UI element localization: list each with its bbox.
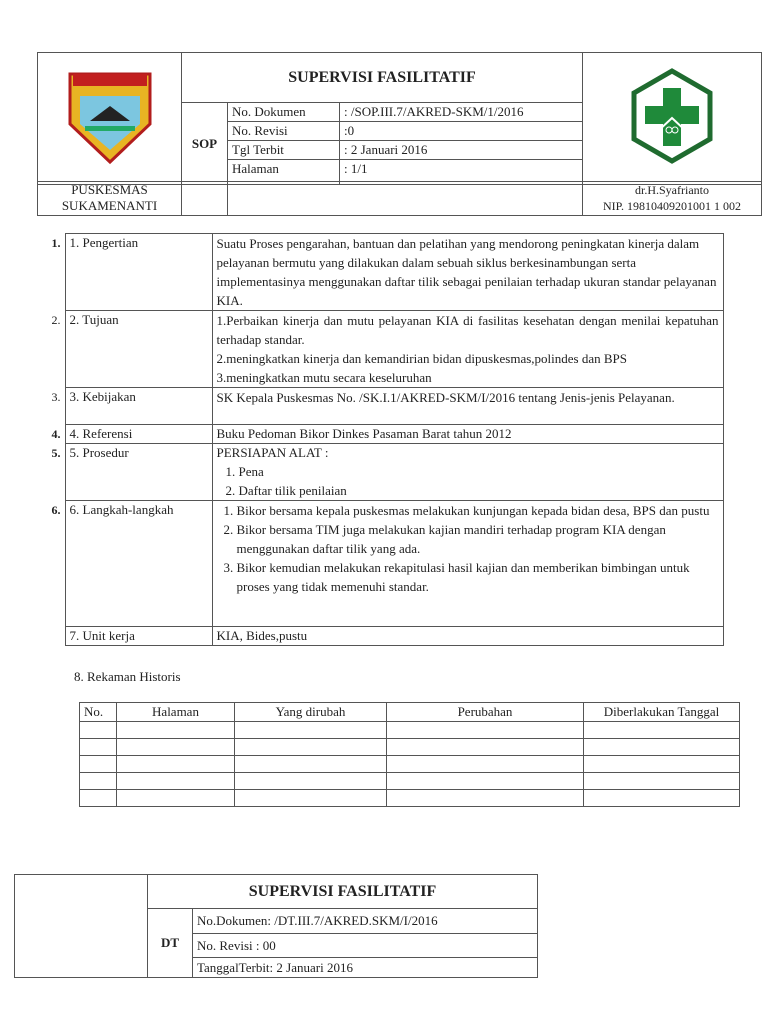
column-header: No. [80, 703, 117, 722]
section-number: 3. [37, 388, 65, 425]
field-row: TanggalTerbit: 2 Januari 2016 [193, 958, 538, 978]
section-text: 1.Perbaikan kinerja dan mutu pelayanan KIA di fasilitas kesehatan dengan menilai kepatuhan terhadap standar. 2.meningkatkan kinerja dan kemandirian bidan dipuskesmas,polindes dan BPS 3.meningkatkan mutu secara keseluruhan [212, 311, 723, 388]
history-title: 8. Rekaman Historis [74, 669, 181, 684]
field-value: : /SOP.III.7/AKRED-SKM/1/2016 [340, 103, 583, 122]
section-label: 1. Pengertian [65, 234, 212, 311]
field-label: Tgl Terbit [228, 141, 340, 160]
field-label: No. Revisi [228, 122, 340, 141]
section-number: 5. [37, 444, 65, 501]
field-row: No. Revisi : 00 [193, 934, 538, 958]
section-label: 6. Langkah-langkah [65, 501, 212, 627]
section-label: 5. Prosedur [65, 444, 212, 501]
section-text: 1. Bikor bersama kepala puskesmas melakukan kunjungan kepada bidan desa, BPS dan pustu 2. Bikor bersama TIM juga melakukan kajian mandiri terhadap program KIA dengan menggunakan daftar tilik yang ada. 3. Bikor kemudian melakukan rekapitulasi hasil kajian dan memberikan bimbingan untuk proses yang tidak memenuhi standar. [212, 501, 723, 627]
section-text: Buku Pedoman Bikor Dinkes Pasaman Barat tahun 2012 [212, 425, 723, 444]
header-footer-row [37, 181, 762, 216]
doc-type: DT [148, 909, 193, 978]
column-header: Diberlakukan Tanggal [584, 703, 740, 722]
section-label: 7. Unit kerja [65, 627, 212, 646]
section-text: SK Kepala Puskesmas No. /SK.I.1/AKRED-SKM/I/2016 tentang Jenis-jenis Pelayanan. [212, 388, 723, 425]
field-label: No. Dokumen [228, 103, 340, 122]
section-label: 2. Tujuan [65, 311, 212, 388]
section-number: 6. [37, 501, 65, 627]
section-number [37, 627, 65, 646]
table-row [80, 773, 740, 790]
table-row [80, 790, 740, 807]
organization-name: PUSKESMAS SUKAMENANTI [38, 182, 182, 216]
document-title: SUPERVISI FASILITATIF [148, 875, 538, 909]
section-label: 4. Referensi [65, 425, 212, 444]
column-header: Halaman [117, 703, 235, 722]
signer: dr.H.Syafrianto NIP. 19810409201001 1 002 [583, 182, 762, 216]
section-text: KIA, Bides,pustu [212, 627, 723, 646]
section-text: PERSIAPAN ALAT : 1. Pena 2. Daftar tilik penilaian [212, 444, 723, 501]
section-text: Suatu Proses pengarahan, bantuan dan pelatihan yang mendorong peningkatan kinerja dalam pelayanan bermutu yang dilakukan dalam sebuah siklus berkesinambungan serta implementasinya menggunakan daftar tilik sebagai penilaian terhadap ukuran standar pelayanan KIA. [212, 234, 723, 311]
field-value: :0 [340, 122, 583, 141]
document-title: SUPERVISI FASILITATIF [182, 53, 583, 103]
history-table [79, 702, 740, 807]
column-header: Perubahan [387, 703, 584, 722]
section-number: 1. [37, 234, 65, 311]
district-logo [38, 53, 182, 185]
section-label: 3. Kebijakan [65, 388, 212, 425]
doc-type: SOP [182, 103, 228, 185]
divider [537, 874, 538, 977]
section-number: 2. [37, 311, 65, 388]
section-number: 4. [37, 425, 65, 444]
document-header [37, 52, 762, 185]
field-value: : 1/1 [340, 160, 583, 185]
column-header: Yang dirubah [235, 703, 387, 722]
field-label: Halaman [228, 160, 340, 185]
table-row [80, 756, 740, 773]
table-row [80, 722, 740, 739]
next-page-header [14, 874, 538, 978]
field-row: No.Dokumen: /DT.III.7/AKRED.SKM/I/2016 [193, 909, 538, 934]
sop-content-table [37, 233, 724, 646]
puskesmas-logo [583, 53, 762, 185]
table-row [80, 739, 740, 756]
field-value: : 2 Januari 2016 [340, 141, 583, 160]
